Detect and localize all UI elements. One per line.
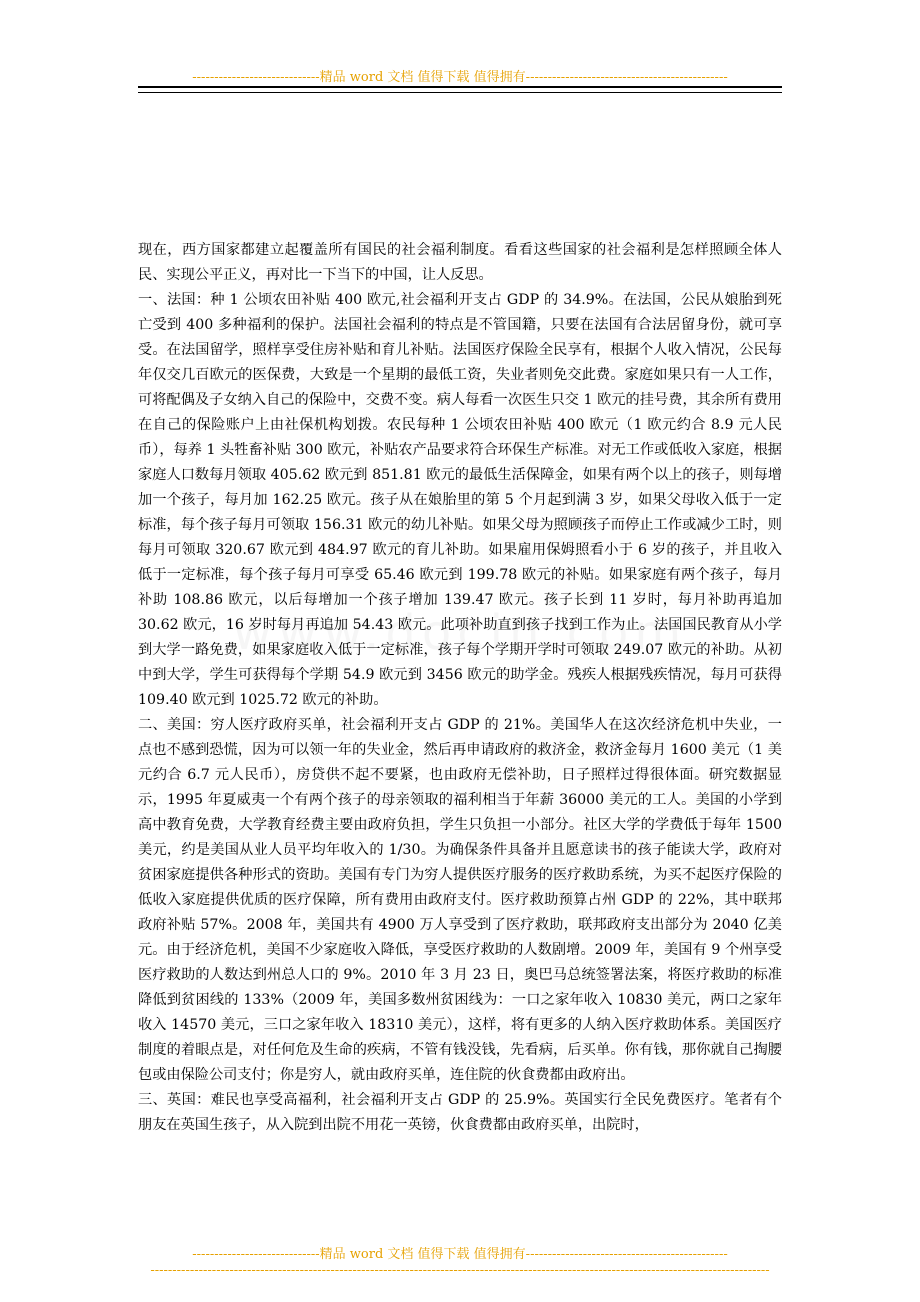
page-footer: -----------------------------精品 word 文档 值得下载 值得拥有---------------------------------------------- — [192, 1247, 728, 1262]
document-body — [138, 238, 782, 1138]
paragraph-uk: 三、英国：难民也享受高福利，社会福利开支占 GDP 的 25.9%。英国实行全民免费医疗。笔者有个朋友在英国生孩子，从入院到出院不用花一英镑，伙食费都由政府买单，出院时， — [138, 1092, 782, 1133]
paragraph-france: 一、法国：种 1 公顷农田补贴 400 欧元,社会福利开支占 GDP 的 34.9%。在法国，公民从娘胎到死亡受到 400 多种福利的保护。法国社会福利的特点是不管国籍，只要在法国有合法居留身份，就可享受。在法国留学，照样享受住房补贴和育儿补贴。法国医疗保险全民享有，根据个人收入情况，公民每年仅交几百欧元的医保费，大致是一个星期的最低工资，失业者则免交此费。家庭如果只有一人工作，可将配偶及子女纳入自己的保险中，交费不变。病人每看一次医生只交 1 欧元的挂号费，其余所有费用在自己的保险账户上由社保机构划拨。农民每种 1 公顷农田补贴 400 欧元（1 欧元约合 8.9 元人民币），每养 1 头牲畜补贴 300 欧元，补贴农产品要求符合环保生产标准。对无工作或低收入家庭，根据家庭人口数每月领取 405.62 欧元到 851.81 欧元的最低生活保障金，如果有两个以上的孩子，则每增加一个孩子，每月加 162.25 欧元。孩子从在娘胎里的第 5 个月起到满 3 岁，如果父母收入低于一定标准，每个孩子每月可领取 156.31 欧元的幼儿补贴。如果父母为照顾孩子而停止工作或减少工时，则每月可领取 320.67 欧元到 484.97 欧元的育儿补助。如果雇用保姆照看小于 6 岁的孩子，并且收入低于一定标准，每个孩子每月可享受 65.46 欧元到 199.78 欧元的补贴。如果家庭有两个孩子，每月补助 108.86 欧元，以后每增加一个孩子增加 139.47 欧元。孩子长到 11 岁时，每月补助再追加 30.62 欧元，16 岁时每月再追加 54.43 欧元。此项补助直到孩子找到工作为止。法国国民教育从小学到大学一路免费，如果家庭收入低于一定标准，孩子每个学期开学时可领取 249.07 欧元的补助。从初中到大学，学生可获得每个学期 54.9 欧元到 3456 欧元的助学金。残疾人根据残疾情况，每月可获得 109.40 欧元到 1025.72 欧元的补助。 — [138, 292, 782, 708]
header-rule-thin — [138, 92, 782, 93]
paragraph-intro: 现在，西方国家都建立起覆盖所有国民的社会福利制度。看看这些国家的社会福利是怎样照顾全体人民、实现公平正义，再对比一下当下的中国，让人反思。 — [138, 242, 782, 283]
footer-dash-line: --------------------------------------------------------------------------------------------------------------------------------------------- — [150, 1263, 770, 1278]
header-rule-thick — [138, 86, 782, 88]
page-header: -----------------------------精品 word 文档 值得下载 值得拥有---------------------------------------------- — [192, 70, 728, 85]
paragraph-usa: 二、美国：穷人医疗政府买单，社会福利开支占 GDP 的 21%。美国华人在这次经济危机中失业，一点也不感到恐慌，因为可以领一年的失业金，然后再申请政府的救济金，救济金每月 1600 美元（1 美元约合 6.7 元人民币），房贷供不起不要紧，也由政府无偿补助，日子照样过得很体面。研究数据显示，1995 年夏威夷一个有两个孩子的母亲领取的福利相当于年薪 36000 美元的工人。美国的小学到高中教育免费，大学教育经费主要由政府负担，学生只负担一小部分。社区大学的学费低于每年 1500 美元，约是美国从业人员平均年收入的 1/30。为确保条件具备并且愿意读书的孩子能读大学，政府对贫困家庭提供各种形式的资助。美国有专门为穷人提供医疗服务的医疗救助系统，为买不起医疗保险的低收入家庭提供优质的医疗保障，所有费用由政府支付。医疗救助预算占州 GDP 的 22%，其中联邦政府补贴 57%。2008 年，美国共有 4900 万人享受到了医疗救助，联邦政府支出部分为 2040 亿美元。由于经济危机，美国不少家庭收入降低，享受医疗救助的人数剧增。2009 年，美国有 9 个州享受医疗救助的人数达到州总人口的 9%。2010 年 3 月 23 日，奥巴马总统签署法案，将医疗救助的标准降低到贫困线的 133%（2009 年，美国多数州贫困线为：一口之家年收入 10830 美元，两口之家年收入 14570 美元，三口之家年收入 18310 美元），这样，将有更多的人纳入医疗救助体系。美国医疗制度的着眼点是，对任何危及生命的疾病，不管有钱没钱，先看病，后买单。你有钱，那你就自己掏腰包或由保险公司支付；你是穷人，就由政府买单，连住院的伙食费都由政府出。 — [138, 717, 782, 1083]
